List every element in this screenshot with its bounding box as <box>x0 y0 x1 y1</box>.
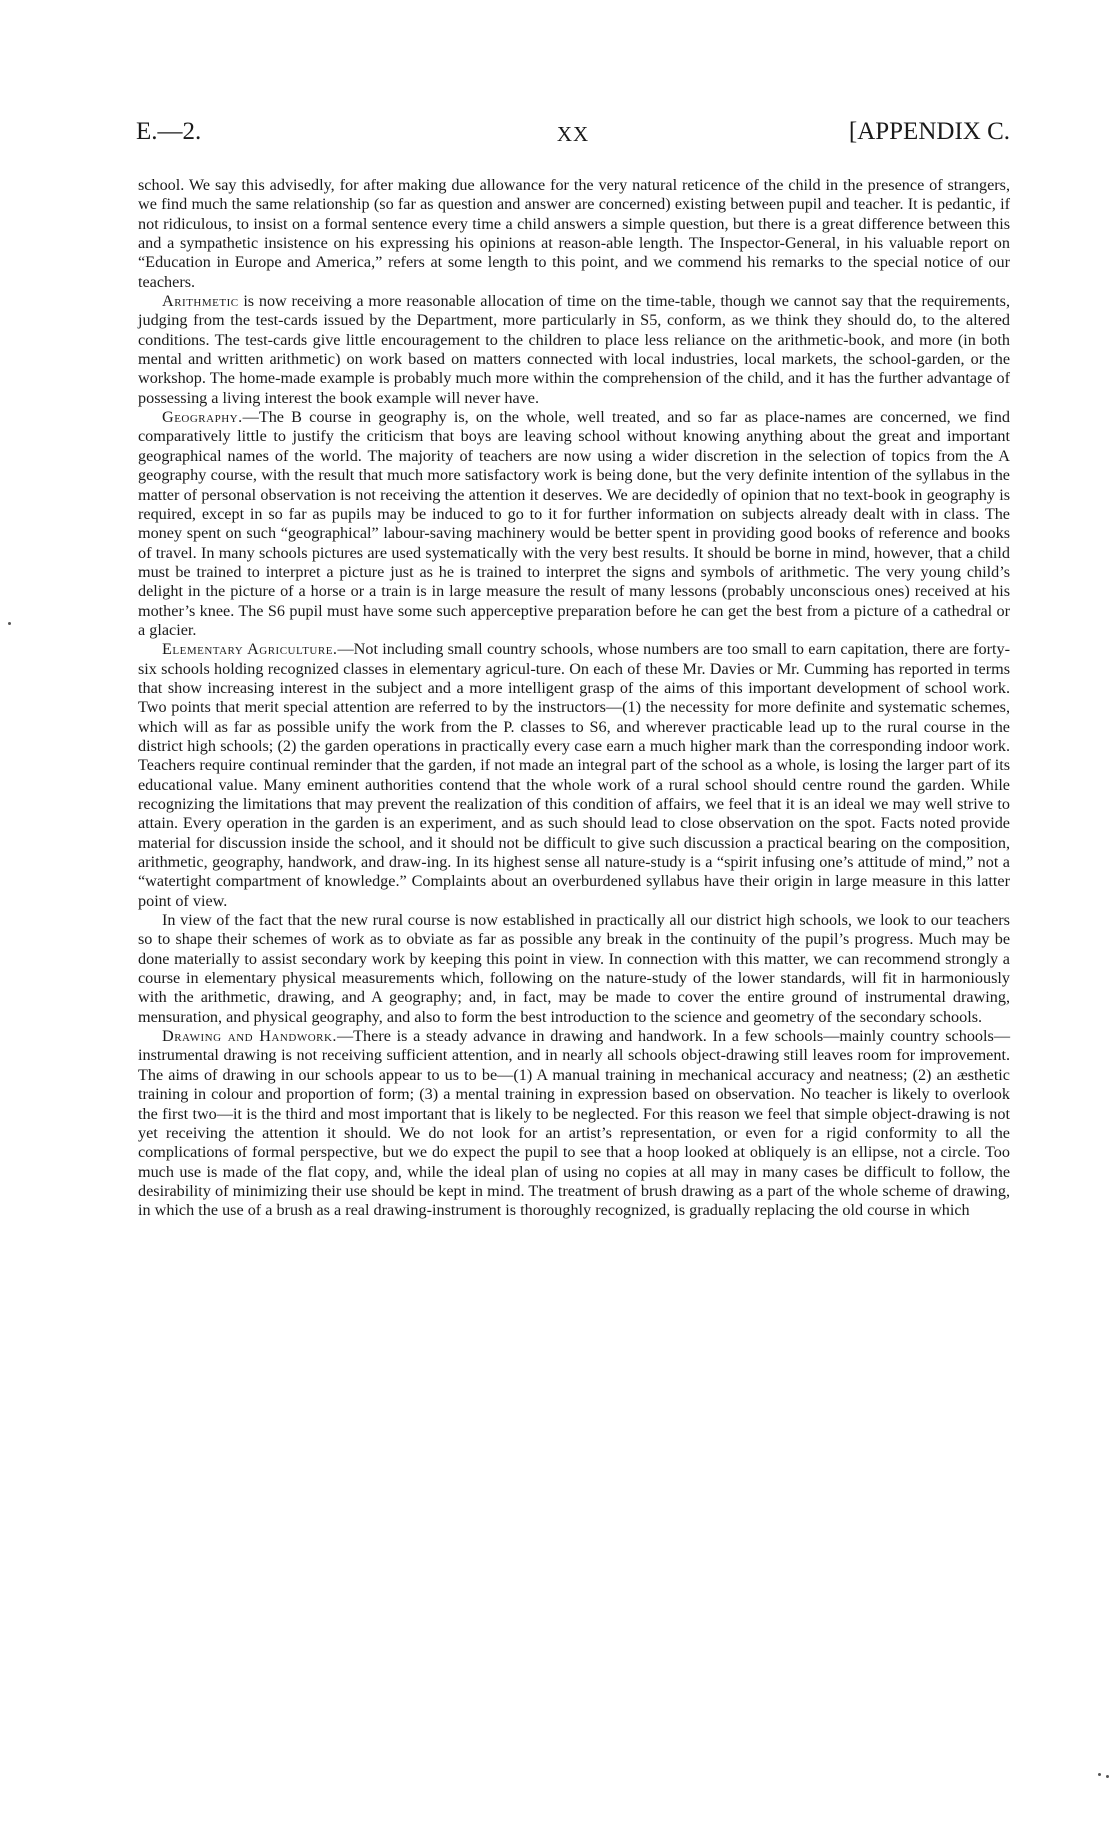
paragraph-text: —There is a steady advance in drawing and handwork. In a few schools—mainly country schools—instrumental drawing is not receiving sufficient attention, and in nearly all schools object-drawing still leaves room for improvement. The aims of drawing in our schools appear to us to be—(1) A manual training in mechanical accuracy and neatness; (2) an æsthetic training in colour and proportion of form; (3) a mental training in expression based on observation. No teacher is likely to overlook the first two—it is the third and most important that is likely to be neglected. For this reason we feel that simple object-drawing is not yet receiving the attention it should. We do not look for an artist’s representation, or even for a rigid conformity to all the complications of formal perspective, but we do expect the pupil to see that a hoop looked at obliquely is an ellipse, not a circle. Too much use is made of the flat copy, and, while the ideal plan of using no copies at all may in many cases be difficult to follow, the desirability of minimizing their use should be kept in mind. The treatment of brush drawing as a part of the whole scheme of drawing, in which the use of a brush as a real drawing-instrument is thoroughly recognized, is gradually replacing the old course in which <box>138 1027 1011 1220</box>
paragraph-text: is now receiving a more reasonable allocation of time on the time-table, though we cannot say that the requirements, judging from the test-cards issued by the Department, more particularly in S5, conform, as we think they should do, to the altered conditions. The test-cards give little encouragement to the children to place less reliance on the arithmetic-book, and more (in both mental and written arithmetic) on work based on matters connected with local industries, local markets, the school-garden, or the workshop. The home-made example is probably much more within the comprehension of the child, and it has the further advantage of possessing a living interest the book example will never have. <box>138 292 1010 407</box>
page-header <box>136 118 1010 158</box>
scan-speck <box>1106 1775 1109 1778</box>
paragraph-text: —The B course in geography is, on the whole, well treated, and so far as place-names are concerned, we find comparatively little to justify the criticism that boys are leaving school without knowing anything about the great and important geographical names of the world. The majority of teachers are now using a wider discretion in the selection of topics from the A geography course, with the result that much more satisfactory work is being done, but the very definite intention of the syllabus in the matter of personal observation is not receiving the attention it deserves. We are decidedly of opinion that no text-book in geography is required, except in so far as pupils may be induced to go to it for further information on subjects already dealt with in class. The money spent on such “geographical” labour-saving machinery would be better spent in providing good books of reference and books of travel. In many schools pictures are used systematically with the very best results. It should be borne in mind, however, that a child must be trained to interpret a picture just as he is trained to interpret the signs and symbols of arithmetic. The very young child’s delight in the picture of a horse or a train is in large measure the result of many lessons (probably unconscious ones) received at his mother’s knee. The S6 pupil must have some such apperceptive preparation before he can get the best from a picture of a cathedral or a glacier. <box>138 408 1010 639</box>
section-heading-agriculture: Elementary Agriculture. <box>162 640 338 659</box>
scan-speck <box>8 622 11 625</box>
paragraph-text: —Not including small country schools, whose numbers are too small to earn capitation, there are forty-six schools holding recognized classes in elementary agricul-ture. On each of these Mr. Davies or Mr. Cumming has reported in terms that show increasing interest in the subject and a more intelligent grasp of the aims of this important development of school work. Two points that merit special attention are referred to by the instructors—(1) the necessity for more definite and systematic schemes, which will as far as possible unify the work from the P. classes to S6, and wherever practicable lead up to the rural course in the district high schools; (2) the garden operations in practically every case earn a much higher mark than the corresponding indoor work. Teachers require continual reminder that the garden, if not made an integral part of the school as a whole, is losing the larger part of its educational value. Many eminent authorities contend that the whole work of a rural school should centre round the garden. While recognizing the limitations that may prevent the realization of this condition of affairs, we feel that it is an ideal we may well strive to attain. Every operation in the garden is an experiment, and as such should lead to close observation on the spot. Facts noted provide material for discussion inside the school, and it should not be difficult to give such discussion a practical bearing on the composition, arithmetic, geography, handwork, and draw-ing. In its highest sense all nature-study is a “spirit infusing one’s attitude of mind,” not a “watertight compartment of knowledge.” Complaints about an overburdened syllabus have their origin in large measure in this latter point of view. <box>138 640 1010 910</box>
paragraph-text: In view of the fact that the new rural course is now established in practically all our district high schools, we look to our teachers so to shape their schemes of work as to obviate as far as possible any break in the continuity of the pupil’s progress. Much may be done materially to assist secondary work by keeping this point in view. In connection with this matter, we can recommend strongly a course in elementary physical measurements which, following on the nature-study of the lower standards, will fit in harmoniously with the arithmetic, drawing, and A geography; and, in fact, may be made to cover the entire ground of instrumental drawing, mensuration, and physical geography, and also to form the best introduction to the science and geometry of the secondary schools. <box>138 911 1010 1026</box>
paragraph-agriculture <box>138 640 1010 911</box>
paragraph-drawing <box>138 1027 1010 1220</box>
paragraph-geography <box>138 408 1010 640</box>
section-heading-geography: Geography. <box>162 408 243 427</box>
paragraph-rural-course <box>138 911 1010 1027</box>
body-text <box>138 176 1010 1221</box>
paragraph-intro <box>138 176 1010 292</box>
header-appendix-label: [APPENDIX C. <box>848 118 1010 145</box>
scan-speck <box>1098 1773 1101 1776</box>
paragraph-text: school. We say this advisedly, for after making due allowance for the very natural reticence of the child in the presence of strangers, we find much the same relationship (so far as question and answer are concerned) existing between pupil and teacher. It is pedantic, if not ridiculous, to insist on a formal sentence every time a child answers a simple question, but there is a great difference between this and a sympathetic insistence on his expressing his opinions at reason-able length. The Inspector-General, in his valuable report on “Education in Europe and America,” refers at some length to this point, and we commend his remarks to the special notice of our teachers. <box>138 176 1010 291</box>
header-page-number: XX <box>556 122 590 146</box>
header-document-code: E.—2. <box>136 118 202 145</box>
paragraph-arithmetic <box>138 292 1010 408</box>
section-heading-drawing: Drawing and Handwork. <box>162 1027 337 1046</box>
section-heading-arithmetic: Arithmetic <box>162 292 239 311</box>
